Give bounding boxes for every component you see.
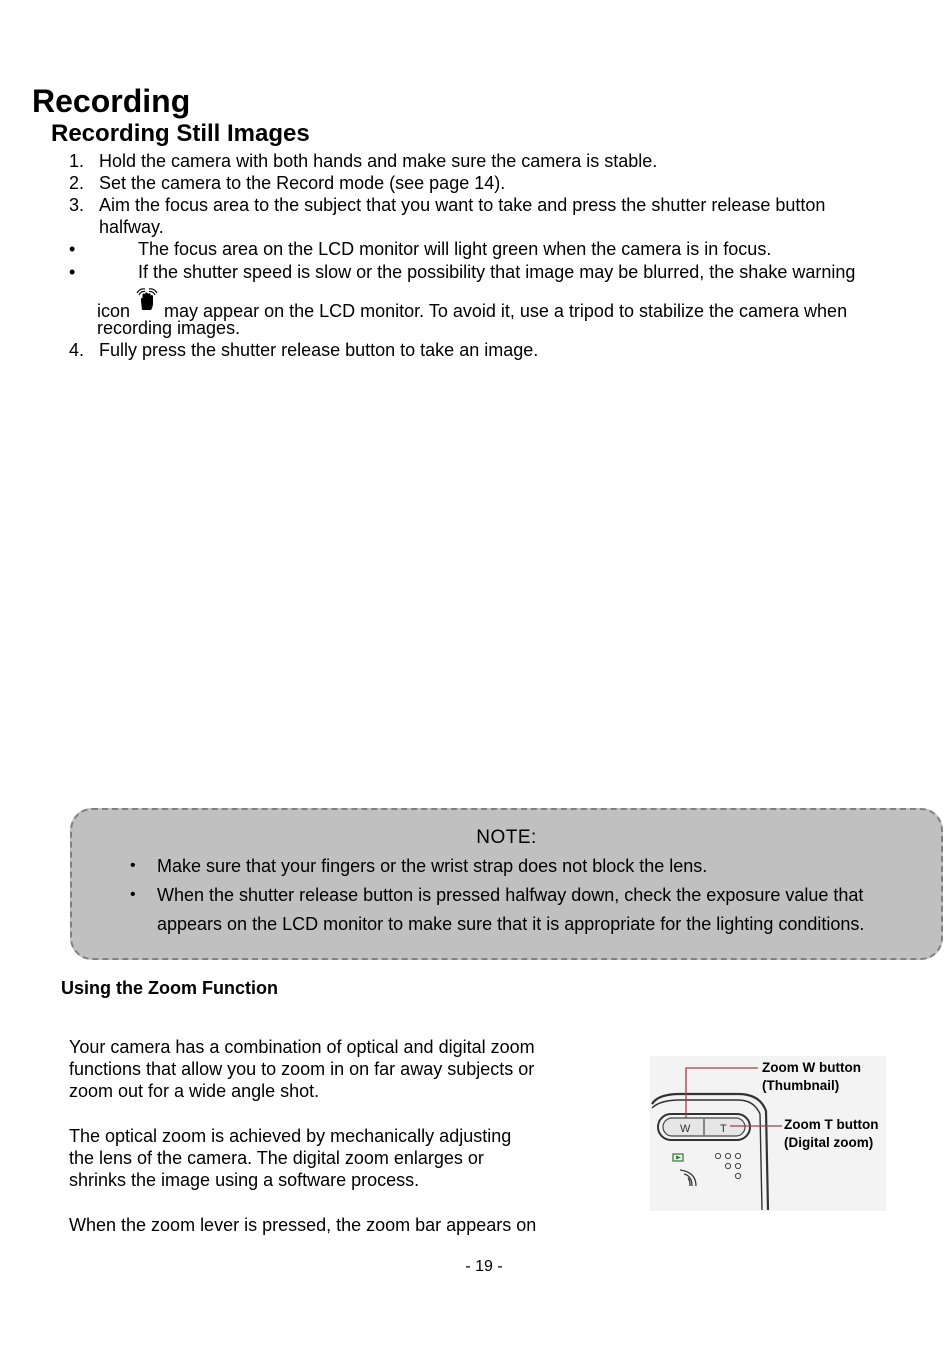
zoom-t-label-sub: (Digital zoom) [784, 1135, 874, 1150]
subsection-title: Recording Still Images [51, 120, 310, 147]
zoom-w-label: Zoom W button [762, 1060, 861, 1075]
zoom-para-2-line-2: the lens of the camera. The digital zoom enlarges or [69, 1148, 484, 1168]
camera-zoom-illustration [650, 1056, 886, 1211]
zoom-para-1-line-1: Your camera has a combination of optical and digital zoom [69, 1037, 535, 1057]
section-title: Recording [32, 83, 191, 119]
note-item-2-cont: appears on the LCD monitor to make sure that it is appropriate for the lighting conditions. [157, 914, 865, 934]
note-item-1: Make sure that your fingers or the wrist strap does not block the lens. [157, 856, 708, 876]
zoom-t-label: Zoom T button [784, 1117, 879, 1132]
zoom-heading: Using the Zoom Function [61, 978, 278, 998]
zoom-para-2-line-3: shrinks the image using a software process. [69, 1170, 420, 1190]
zoom-w-label-sub: (Thumbnail) [762, 1078, 840, 1093]
step-4-number: 4. [69, 340, 85, 360]
step-1-text: Hold the camera with both hands and make sure the camera is stable. [99, 151, 658, 171]
step-3-text: Aim the focus area to the subject that you want to take and press the shutter release button [99, 195, 826, 215]
step-3-text-cont: halfway. [99, 217, 164, 237]
step-2-number: 2. [69, 173, 85, 193]
step-1-number: 1. [69, 151, 85, 171]
zoom-w-glyph: W [680, 1123, 691, 1135]
page-number: - 19 - [465, 1258, 503, 1275]
bullet-2-text: If the shutter speed is slow or the possibility that image may be blurred, the shake warning [138, 262, 856, 282]
zoom-para-3-line-1: When the zoom lever is pressed, the zoom bar appears on [69, 1215, 537, 1235]
shake-warning-icon [134, 287, 160, 309]
note-bullet-1: • [130, 857, 136, 874]
zoom-t-glyph: T [720, 1123, 727, 1135]
note-item-2: When the shutter release button is pressed halfway down, check the exposure value that [157, 885, 864, 905]
bullet-2-icon-suffix: may appear on the LCD monitor. To avoid it, use a tripod to stabilize the camera when [164, 301, 848, 321]
step-2-text: Set the camera to the Record mode (see page 14). [99, 173, 506, 193]
bullet-2-marker: • [69, 262, 76, 282]
bullet-2-text-line3: recording images. [97, 318, 241, 338]
bullet-1-marker: • [69, 239, 76, 259]
zoom-para-1-line-2: functions that allow you to zoom in on far away subjects or [69, 1059, 535, 1079]
note-title: NOTE: [476, 827, 537, 848]
note-bullet-2: • [130, 886, 136, 903]
bullet-2-icon-prefix: icon [97, 301, 131, 321]
zoom-para-1-line-3: zoom out for a wide angle shot. [69, 1081, 320, 1101]
step-3-number: 3. [69, 195, 85, 215]
step-4-text: Fully press the shutter release button to take an image. [99, 340, 539, 360]
zoom-para-2-line-1: The optical zoom is achieved by mechanically adjusting [69, 1126, 512, 1146]
bullet-1-text: The focus area on the LCD monitor will light green when the camera is in focus. [138, 239, 772, 259]
